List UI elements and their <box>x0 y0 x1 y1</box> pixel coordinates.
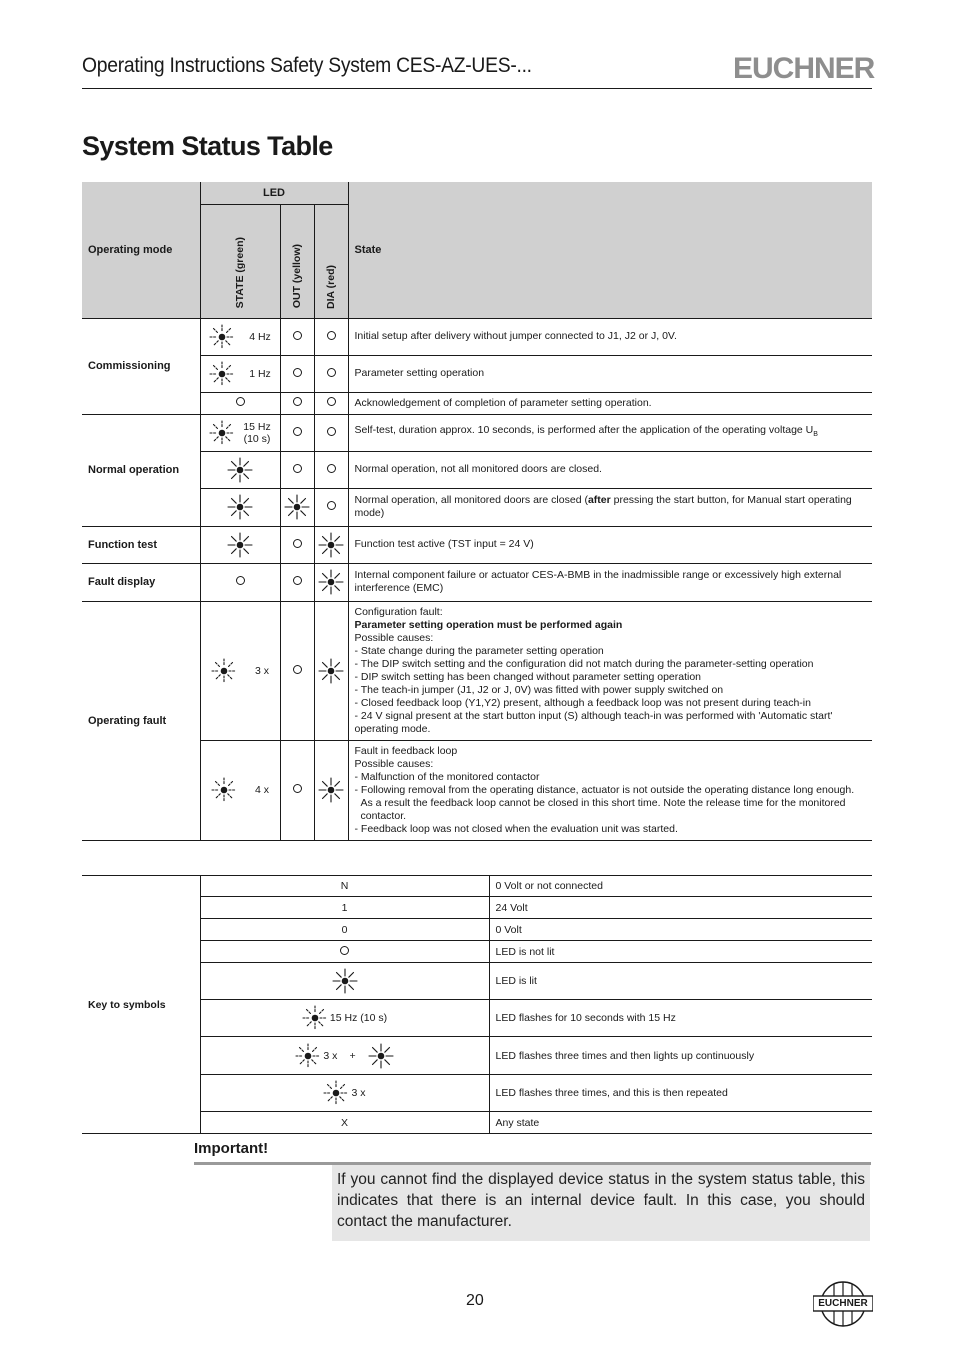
important-note: If you cannot find the displayed device status in the system status table, this indicates that there is an internal device fault. In this case, you should contact the manufacturer. <box>332 1165 870 1241</box>
state-description: Acknowledgement of completion of parameter setting operation. <box>348 392 872 414</box>
led-off-icon <box>293 576 302 585</box>
key-meaning: 0 Volt <box>489 919 872 941</box>
state-description: Parameter setting operation <box>348 355 872 392</box>
mode-commissioning: Commissioning <box>82 318 200 414</box>
key-symbol: N <box>200 876 489 897</box>
header-operating-mode: Operating mode <box>82 182 200 318</box>
system-status-table <box>82 182 872 841</box>
important-heading: Important! <box>194 1140 269 1157</box>
table-row <box>82 876 872 897</box>
key-meaning: LED flashes for 10 seconds with 15 Hz <box>489 1000 872 1037</box>
key-meaning: 0 Volt or not connected <box>489 876 872 897</box>
led-duration-label: (10 s) <box>243 432 271 445</box>
key-symbol: X <box>200 1112 489 1134</box>
state-description: Self-test, duration approx. 10 seconds, is performed after the application of the operating voltage $U_B$ <box>348 414 872 451</box>
table-row <box>82 414 872 451</box>
flash-icon <box>209 420 235 446</box>
key-meaning: LED flashes three times and then lights up continuously <box>489 1037 872 1075</box>
lit-icon <box>318 777 344 803</box>
flash-icon <box>302 1005 328 1031</box>
table-row <box>82 563 872 601</box>
led-off-icon <box>327 368 336 377</box>
state-description: Configuration fault: Parameter setting operation must be performed again Possible causes: - State change during the parameter setting operation - The DIP switch setting and the configuration did not match during the parameter-setting operation - DIP switch setting has been changed without parameter setting operation - The teach-in jumper (J1, J2 or J, 0V) was fitted with power supply switched on - Closed feedback loop (Y1,Y2) present, although a feedback loop was not present during teach-in - 24 V signal present at the start button input (S) although teach-in was performed with 'Automatic start' operating mode. <box>348 601 872 740</box>
footer-logo-text: EUCHNER <box>818 1298 868 1309</box>
euchner-logo: EUCHNER <box>733 52 875 85</box>
flash-icon <box>211 777 237 803</box>
mode-function-test: Function test <box>82 526 200 563</box>
header-state-led: STATE (green) <box>234 237 246 309</box>
key-meaning: LED flashes three times, and this is then repeated <box>489 1075 872 1112</box>
key-symbol-label: 15 Hz (10 s) <box>329 1012 388 1024</box>
key-meaning: Any state <box>489 1112 872 1134</box>
key-to-symbols-table <box>82 875 872 1134</box>
lit-icon <box>227 457 253 483</box>
led-count-label: 4 x <box>254 784 269 796</box>
key-symbol-label: 3 x <box>323 1049 338 1062</box>
flash-icon <box>209 361 235 387</box>
table-row <box>82 526 872 563</box>
lit-icon <box>227 494 253 520</box>
table-row <box>82 601 872 740</box>
led-frequency-label: 15 Hz <box>243 420 271 433</box>
led-off-icon <box>293 665 302 674</box>
header-dia-led: DIA (red) <box>325 264 337 309</box>
header-out-led: OUT (yellow) <box>291 244 303 309</box>
led-off-icon <box>293 331 302 340</box>
table-row <box>82 740 872 840</box>
table-row <box>82 919 872 941</box>
led-off-icon <box>293 427 302 436</box>
led-off-icon <box>293 464 302 473</box>
led-off-icon <box>236 397 245 406</box>
table-row <box>82 1075 872 1112</box>
header-divider <box>82 88 872 89</box>
key-symbol-label: 3 x <box>351 1087 366 1099</box>
led-count-label: 3 x <box>254 664 269 677</box>
led-off-icon <box>327 427 336 436</box>
lit-icon <box>227 532 253 558</box>
led-off-icon <box>327 501 336 510</box>
key-meaning: LED is not lit <box>489 941 872 963</box>
key-meaning: LED is lit <box>489 963 872 1000</box>
flash-icon <box>323 1080 349 1106</box>
lit-star-icon <box>368 1043 394 1069</box>
led-off-icon <box>327 397 336 406</box>
euchner-footer-logo <box>813 1280 873 1328</box>
flash-icon <box>209 324 235 350</box>
table-row <box>82 897 872 919</box>
table-row <box>82 318 872 355</box>
led-frequency-label: 4 Hz <box>249 330 271 343</box>
led-off-icon <box>293 539 302 548</box>
state-description: Initial setup after delivery without jumper connected to J1, J2 or J, 0V. <box>348 318 872 355</box>
led-off-icon <box>236 576 245 585</box>
key-symbol: 1 <box>200 897 489 919</box>
table-row <box>82 1037 872 1075</box>
state-description: Normal operation, not all monitored doors are closed. <box>348 451 872 488</box>
key-meaning: 24 Volt <box>489 897 872 919</box>
table-row <box>82 392 872 414</box>
led-off-icon <box>293 784 302 793</box>
page-number: 20 <box>466 1292 484 1309</box>
off-circle-icon <box>340 946 349 955</box>
state-description: Internal component failure or actuator CES-A-BMB in the inadmissible range or excessively high external interference (EMC) <box>348 563 872 601</box>
led-frequency-label: 1 Hz <box>249 367 271 380</box>
table-row <box>82 451 872 488</box>
mode-operating-fault: Operating fault <box>82 601 200 840</box>
header-state: State <box>348 182 872 318</box>
table-row <box>82 941 872 963</box>
state-description: Function test active (TST input = 24 V) <box>348 526 872 563</box>
header-led: LED <box>200 182 348 204</box>
mode-fault-display: Fault display <box>82 563 200 601</box>
led-off-icon <box>327 331 336 340</box>
key-symbol: 0 <box>200 919 489 941</box>
led-off-icon <box>293 368 302 377</box>
table-row <box>82 1112 872 1134</box>
table-row <box>82 488 872 526</box>
key-to-symbols-label: Key to symbols <box>82 876 200 1134</box>
flash-icon <box>211 658 237 684</box>
lit-icon <box>284 494 310 520</box>
state-description: Fault in feedback loop Possible causes: - Malfunction of the monitored contactor - Following removal from the operating distance, actuator is not outside the operating distance long enough. As a result the feedback loop cannot be closed in this short time. Note the release time for the monitored contactor. - Feedback loop was not closed when the evaluation unit was started. <box>348 740 872 840</box>
lit-icon <box>318 569 344 595</box>
flash-icon <box>295 1043 321 1069</box>
lit-star-icon <box>332 968 358 994</box>
table-row <box>82 355 872 392</box>
mode-normal-operation: Normal operation <box>82 414 200 526</box>
led-off-icon <box>293 397 302 406</box>
lit-icon <box>318 658 344 684</box>
plus-sign: + <box>349 1049 356 1062</box>
state-description: Normal operation, all monitored doors are closed (after pressing the start button, for Manual start operating mode) <box>348 488 872 526</box>
lit-icon <box>318 532 344 558</box>
table-row <box>82 1000 872 1037</box>
table-row <box>82 963 872 1000</box>
page-title: System Status Table <box>82 131 333 161</box>
document-header-title: Operating Instructions Safety System CES-AZ-UES-... <box>82 54 532 77</box>
led-off-icon <box>327 464 336 473</box>
